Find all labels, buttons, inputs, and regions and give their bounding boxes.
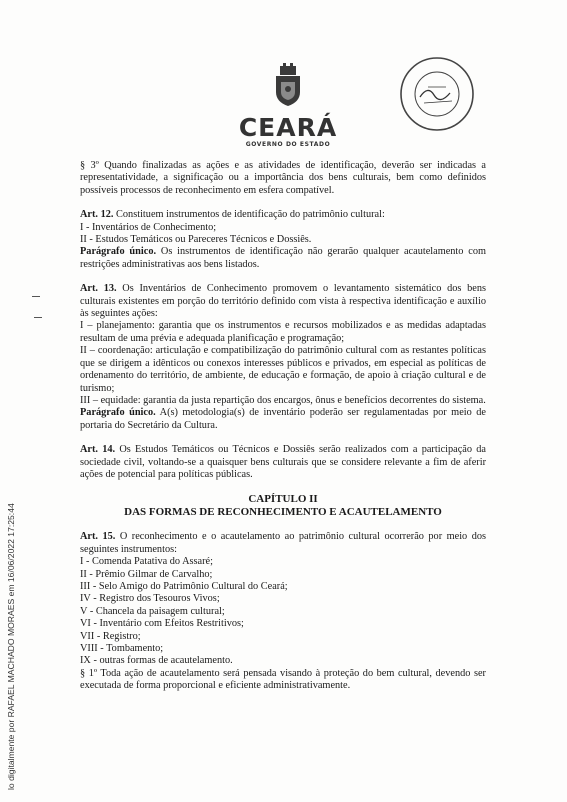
article-15: Art. 15. O reconhecimento e o acautelamento ao patrimônio cultural ocorrerão por meio dos seguintes instrumentos:	[80, 531, 486, 555]
list-item: III – equidade: garantia da justa repartição dos encargos, ônus e benefícios decorrentes do sistema.	[80, 394, 486, 406]
protocol-stamp	[398, 55, 476, 133]
coat-of-arms-icon	[270, 62, 306, 108]
paragraph-unique: Parágrafo único. Os instrumentos de identificação não gerarão qualquer acautelamento com restrições administrativas aos bens listados.	[80, 246, 486, 270]
chapter-subtitle: DAS FORMAS DE RECONHECIMENTO E ACAUTELAMENTO	[124, 506, 442, 519]
brand-logo-text: CEARÁ	[238, 113, 338, 142]
paragraph-unique: Parágrafo único. A(s) metodologia(s) de inventário poderão ser regulamentadas por meio de portaria do Secretário da Cultura.	[80, 407, 486, 431]
list-item: II – coordenação: articulação e compatibilização do patrimônio cultural com as restantes políticas que se dirigem a idênticos ou conexos interesses públicos e privados, em especial as políticas de ordenamento do território, de ambiente, de educação e formação, de apoio à criação cultural e de turismo;	[80, 345, 486, 394]
list-item: VIII - Tombamento;	[80, 643, 164, 654]
document-body	[80, 160, 486, 693]
list-item: IV - Registro dos Tesouros Vivos;	[80, 593, 220, 605]
list-item: II - Estudos Temáticos ou Pareceres Técnicos e Dossiês.	[80, 234, 312, 246]
article-14: Art. 14. Os Estudos Temáticos ou Técnicos e Dossiês serão realizados com a participação da sociedade civil, voltando-se a quaisquer bens culturais que se considere relevante a fim de aferir ações de potencial para políticas públicas.	[80, 444, 486, 480]
article-label: Art. 14.	[80, 444, 116, 456]
scan-mark	[32, 296, 40, 297]
article-label: Art. 15.	[80, 531, 116, 543]
paragraph-s3: § 3º Quando finalizadas as ações e as atividades de identificação, deverão ser indicadas a representatividade, a significação ou a importância dos bens culturais, bem como definidos possíveis processos de reconhecimento em esfera compatível.	[80, 160, 486, 196]
list-item: II - Prêmio Gilmar de Carvalho;	[80, 568, 213, 580]
state-header	[228, 62, 348, 162]
list-item: III - Selo Amigo do Patrimônio Cultural do Ceará;	[80, 580, 288, 592]
list-item: VII - Registro;	[80, 630, 141, 642]
list-item: I – planejamento: garantia que os instrumentos e recursos mobilizados e as medidas adaptadas resultam de uma prévia e adequada planificação e programação;	[80, 320, 486, 344]
digital-signature-margin	[2, 470, 18, 790]
article-13: Art. 13. Os Inventários de Conhecimento promovem o levantamento sistemático dos bens culturais existentes em porção do território definido com vista à respectiva identificação e auxílio às seguintes ações:	[80, 283, 486, 320]
list-item: V - Chancela da paisagem cultural;	[80, 605, 225, 617]
brand-subtitle: GOVERNO DO ESTADO	[245, 141, 331, 148]
chapter-title: CAPÍTULO II	[248, 493, 318, 506]
list-item: VI - Inventário com Efeitos Restritivos;	[80, 618, 244, 630]
list-item: I - Comenda Patativa do Assaré;	[80, 556, 213, 568]
article-label: Art. 13.	[80, 283, 117, 295]
list-item: I - Inventários de Conhecimento;	[80, 221, 217, 233]
article-12: Art. 12. Constituem instrumentos de identificação do patrimônio cultural:	[80, 209, 385, 221]
digital-signature-text: lo digitalmente por RAFAEL MACHADO MORAES em 16/06/2022 17:25:44	[6, 503, 16, 790]
article-label: Art. 12.	[80, 209, 114, 221]
scan-mark	[34, 317, 42, 318]
list-item: IX - outras formas de acautelamento.	[80, 655, 233, 667]
paragraph-s1: § 1º Toda ação de acautelamento será pensada visando à proteção do bem cultural, devendo ser executada de forma proporcional e eficiente administrativamente.	[80, 667, 486, 692]
